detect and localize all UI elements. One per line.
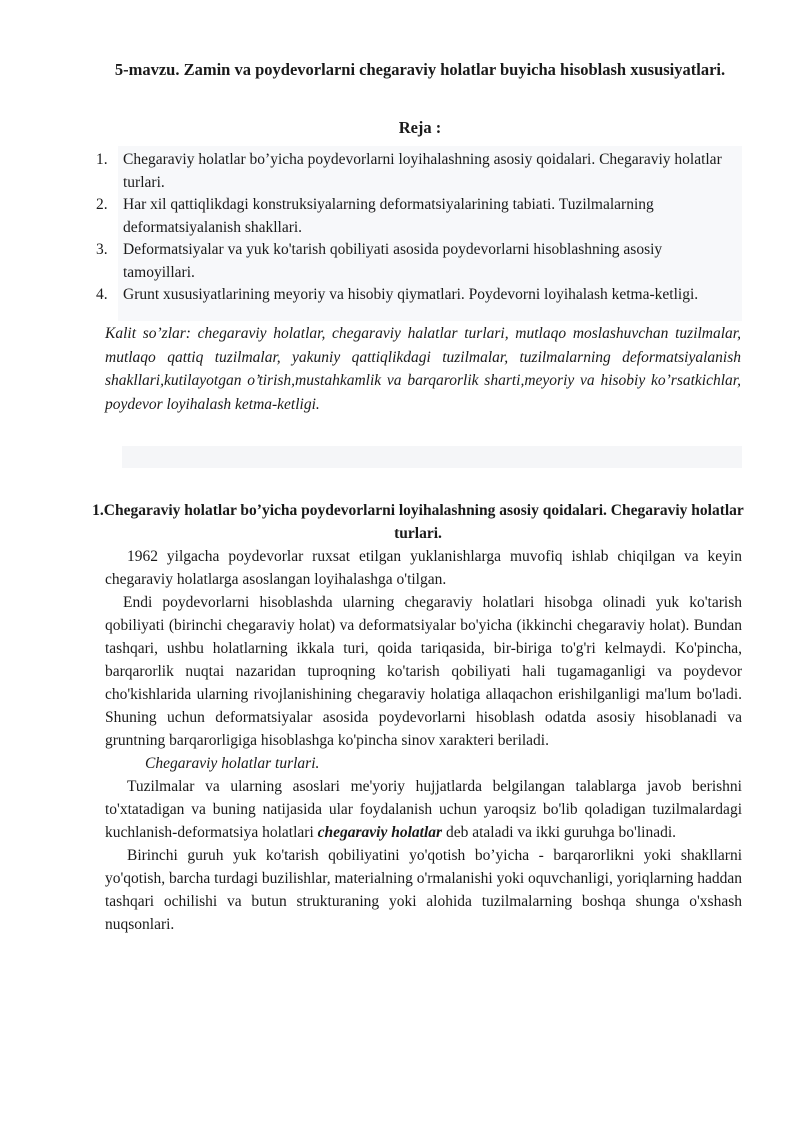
document-title: 5-mavzu. Zamin va poydevorlarni chegaraviy holatlar buyicha hisoblash xususiyatlari. [114, 60, 726, 79]
paragraph-limit-states: Endi poydevorlarni hisoblashda ularning chegaraviy holatlari hisobga olinadi yuk ko'tarish qobiliyati (birinchi chegaraviy holat) va deformatsiyalar bo'yicha (ikkinchi chegaraviy holat). Bundan tashqari, ushbu holatlarning ikkala turi, qoida tariqasida, bir-biriga to'g'ri kelmaydi. Ko'pincha, barqarorlik nuqtai nazaridan tuproqning ko'tarish qobiliyati hali tugamaganligi va poydevor cho'kishlarida ularning rivojlanishining chegaraviy holatiga allaqachon erishilganligi ma'lum bo'ladi. Shuning uchun deformatsiyalar asosida poydevorlarni hisoblash odatda asosiy hisoblanadi va gruntning barqarorligiga hisoblashga ko'pincha sinov xarakteri beriladi. [105, 594, 742, 749]
plan-item [96, 194, 736, 239]
plan-item-number: 3. [96, 241, 108, 258]
keywords-paragraph: Kalit so’zlar: chegaraviy holatlar, chegaraviy halatlar turlari, mutlaqo moslashuvchan tuzilmalar, mutlaqo qattiq tuzilmalar, yakuniy qattiqlikdagi tuzilmalar, tuzilmalarning deformatsiyalanish shakllari,kutilayotgan o’tirish,mustahkamlik va barqarorlik sharti,meyoriy va hisobiy ko’rsatkichlar, poydevor loyihalash ketma-ketligi. [105, 325, 741, 413]
definition-text-end: deb ataladi va ikki guruhga bo'linadi. [442, 824, 677, 841]
paragraph-intro: 1962 yilgacha poydevorlar ruxsat etilgan yuklanishlarga muvofiq ishlab chiqilgan va keyin chegaraviy holatlarga asoslangan loyihalashga o'tilgan. [105, 548, 742, 588]
plan-item-text: Deformatsiyalar va yuk ko'tarish qobiliyati asosida poydevorlarni hisoblashning asosiy tamoyillari. [123, 241, 663, 281]
plan-item-text: Har xil qattiqlikdagi konstruksiyalarning deformatsiyalarining tabiati. Tuzilmalarning deformatsiyalanish shakllari. [123, 196, 654, 236]
definition-term: chegaraviy holatlar [317, 824, 443, 841]
plan-heading: Reja : [398, 118, 442, 137]
subheading: Chegaraviy holatlar turlari. [145, 755, 320, 772]
paragraph-first-group: Birinchi guruh yuk ko'tarish qobiliyatini yo'qotish bo’yicha - barqarorlikni yoki shakllarni yo'qotish, barcha turdagi buzilishlar, materialning o'rmalanishi yoki oquvchanligi, yoriqlarning haddan tashqari ochilishi va butun strukturaning yoki alohida tuzilmalarning boshqa shunga o'xshash nuqsonlari. [105, 847, 742, 933]
plan-item-number: 1. [96, 151, 108, 168]
section-title: 1.Chegaraviy holatlar bo’yicha poydevorlarni loyihalashning asosiy qoidalari. Chegaraviy holatlar turlari. [92, 502, 744, 542]
plan-item-number: 4. [96, 286, 108, 303]
plan-list [96, 149, 736, 307]
plan-background-strip [122, 446, 742, 468]
plan-item [96, 149, 736, 194]
plan-item-number: 2. [96, 196, 108, 213]
plan-item [96, 284, 736, 307]
section-body [105, 545, 742, 936]
plan-item [96, 239, 736, 284]
definition-text-start: Tuzilmalar va ularning asoslari me'yoriy hujjatlarda belgilangan talablarga javob berishni to'xtatadigan va buning natijasida ular foydalanish uchun yaroqsiz bo'lib qoladigan tuzilmalardagi kuchlanish-deformatsiya holatlari [105, 778, 742, 841]
plan-item-text: Chegaraviy holatlar bo’yicha poydevorlarni loyihalashning asosiy qoidalari. Chegaraviy holatlar turlari. [123, 151, 722, 191]
plan-item-text: Grunt xususiyatlarining meyoriy va hisobiy qiymatlari. Poydevorni loyihalash ketma-ketligi. [123, 286, 699, 303]
paragraph-definition [105, 775, 742, 844]
